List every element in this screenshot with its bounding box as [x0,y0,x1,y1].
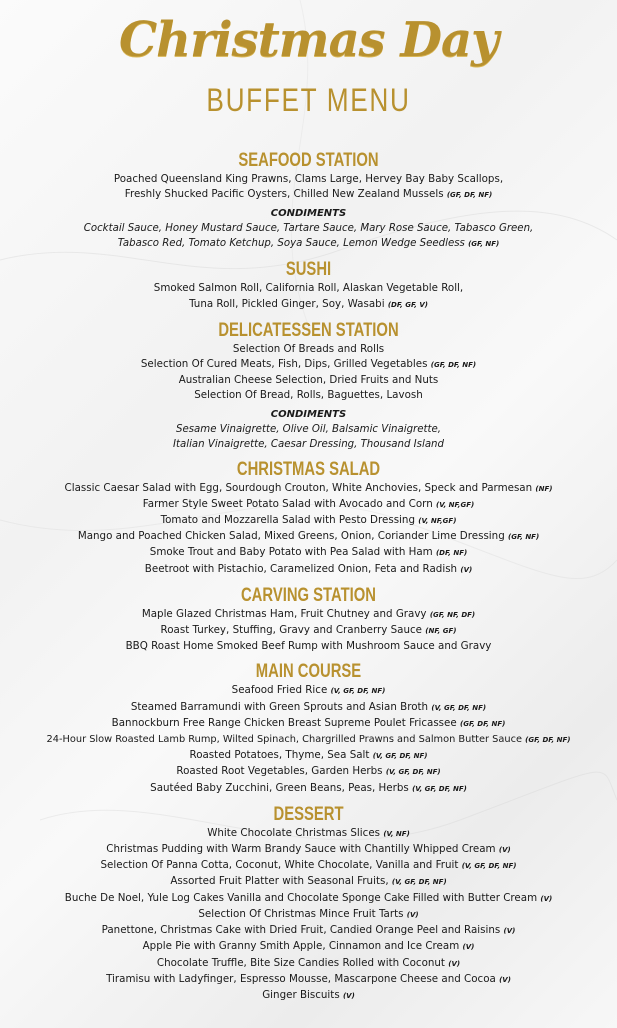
section-dessert [0,804,617,1004]
menu-line: Bannockburn Free Range Chicken Breast Supreme Poulet Fricassee (GF, DF, NF) [111,716,506,729]
diet-tag: (V, GF, DF, NF) [431,703,487,712]
menu-line: Assorted Fruit Platter with Seasonal Fruits, (V, GF, DF, NF) [170,875,447,888]
diet-tag: (GF, DF, NF) [446,191,493,200]
menu-line: Beetroot with Pistachio, Caramelized Onion, Feta and Radish (V) [144,562,473,575]
menu-line: Maple Glazed Christmas Ham, Fruit Chutney and Gravy (GF, NF, DF) [141,607,476,620]
diet-tag: (V, GF, DF, NF) [461,862,517,871]
diet-tag: (DF, NF) [435,549,468,558]
menu-line: Ginger Biscuits (V) [262,988,355,1001]
menu-line: Seafood Fried Rice (V, GF, DF, NF) [231,684,386,697]
diet-tag: (V) [448,959,461,968]
menu-line: Tiramisu with Ladyfinger, Espresso Mousse, Mascarpone Cheese and Cocoa (V) [106,972,511,985]
diet-tag: (V, NF,GF) [418,517,457,526]
menu-line: Poached Queensland King Prawns, Clams Large, Hervey Bay Baby Scallops, [113,173,504,185]
diet-tag: (V, NF,GF) [436,500,475,509]
menu-line: Farmer Style Sweet Potato Salad with Avocado and Corn (V, NF,GF) [142,497,475,510]
menu-line: Mango and Poached Chicken Salad, Mixed Greens, Onion, Coriander Lime Dressing (GF, NF) [77,530,540,543]
diet-tag: (V) [406,910,419,919]
condiments-label: CONDIMENTS [270,208,347,220]
section-heading: SEAFOOD STATION [238,150,379,171]
diet-tag: (V) [499,975,511,984]
menu-line: Selection Of Panna Cotta, Coconut, White Chocolate, Vanilla and Fruit (V, GF, DF, NF) [100,859,517,872]
section-sushi [0,259,617,312]
diet-tag: (V) [540,894,553,903]
section-heading: DELICATESSEN STATION [218,319,399,341]
diet-tag: (NF, GF) [425,627,457,636]
menu-line: Australian Cheese Selection, Dried Fruits and Nuts [178,374,439,387]
diet-tag: (GF, NF, DF) [429,610,476,619]
section-christmas-salad [0,459,617,578]
section-seafood [0,150,617,252]
menu-line: Smoke Trout and Baby Potato with Pea Salad with Ham (DF, NF) [149,546,468,559]
menu-line: Selection Of Bread, Rolls, Baguettes, Lavosh [194,389,423,402]
diet-tag: (GF, DF, NF) [525,736,571,745]
section-main-course [0,661,617,796]
diet-tag: (GF, DF, NF) [430,361,477,370]
menu-line: Selection Of Breads and Rolls [232,342,385,355]
menu-line: Sautéed Baby Zucchini, Green Beans, Peas, Herbs (V, GF, DF, NF) [150,781,467,794]
diet-tag: (NF) [535,484,553,493]
menu-line: Selection Of Cured Meats, Fish, Dips, Grilled Vegetables (GF, DF, NF) [140,358,477,371]
menu-line: Steamed Barramundi with Green Sprouts and Asian Broth (V, GF, DF, NF) [130,700,487,713]
menu-line: Smoked Salmon Roll, California Roll, Alaskan Vegetable Roll, [153,282,464,295]
menu-line: Selection Of Christmas Mince Fruit Tarts (V) [198,907,419,920]
diet-tag: (DF, GF, V) [387,300,428,309]
menu-line: Tomato and Mozzarella Salad with Pesto Dressing (V, NF,GF) [160,514,457,527]
diet-tag: (V) [462,943,475,952]
condiment-line: Sesame Vinaigrette, Olive Oil, Balsamic Vinaigrette, [175,423,442,435]
menu-line: Roasted Root Vegetables, Garden Herbs (V, GF, DF, NF) [176,765,441,778]
menu-line: Panettone, Christmas Cake with Dried Fruit, Candied Orange Peel and Raisins (V) [101,924,516,937]
diet-tag: (V, GF, DF, NF) [372,752,428,761]
diet-tag: (GF, DF, NF) [460,719,506,728]
diet-tag: (V, GF, DF, NF) [330,687,386,696]
diet-tag: (V, GF, DF, NF) [412,784,467,793]
section-carving [0,585,617,655]
menu-line: BBQ Roast Home Smoked Beef Rump with Mushroom Sauce and Gravy [125,640,492,653]
diet-tag: (V, GF, DF, NF) [385,768,441,777]
section-heading: MAIN COURSE [255,661,362,683]
menu-line: Roasted Potatoes, Thyme, Sea Salt (V, GF, DF, NF) [189,749,428,762]
section-heading: SUSHI [285,259,332,281]
section-heading: CHRISTMAS SALAD [236,458,381,480]
diet-tag: (V) [460,565,473,574]
condiments-label: CONDIMENTS [270,408,347,420]
menu-line: Apple Pie with Granny Smith Apple, Cinnamon and Ice Cream (V) [142,940,475,953]
diet-tag: (GF, NF) [508,533,540,542]
menu-line: Classic Caesar Salad with Egg, Sourdough Crouton, White Anchovies, Speck and Parmesan (NF) [64,481,553,494]
menu-line: Buche De Noel, Yule Log Cakes Vanilla and Chocolate Sponge Cake Filled with Butter Cream (V) [64,891,553,904]
menu-line: Roast Turkey, Stuffing, Gravy and Cranberry Sauce (NF, GF) [160,624,457,637]
menu-line: Freshly Shucked Pacific Oysters, Chilled New Zealand Mussels (GF, DF, NF) [124,188,493,201]
menu-line: Christmas Pudding with Warm Brandy Sauce with Chantilly Whipped Cream (V) [106,843,511,856]
menu-line: White Chocolate Christmas Slices (V, NF) [207,826,410,839]
condiment-line: Tabasco Red, Tomato Ketchup, Soya Sauce, Lemon Wedge Seedless (GF, NF) [117,238,500,250]
diet-tag: (V, GF, DF, NF) [391,878,447,887]
section-heading: CARVING STATION [240,584,377,606]
diet-tag: (V, NF) [383,829,410,838]
diet-tag: (V) [342,991,355,1000]
menu-line: Chocolate Truffle, Bite Size Candies Rolled with Coconut (V) [156,956,461,969]
diet-tag: (V) [498,846,511,855]
section-heading: DESSERT [273,803,344,825]
title-script: Christmas Day [118,12,499,68]
diet-tag: (GF, NF) [468,240,500,249]
menu-line: Tuna Roll, Pickled Ginger, Soy, Wasabi (DF, GF, V) [189,297,428,310]
section-delicatessen [0,320,617,452]
menu-line: 24-Hour Slow Roasted Lamb Rump, Wilted Spinach, Chargrilled Prawns and Salmon Butter Sauce (GF, DF, NF) [46,734,571,746]
menu-content [0,150,617,1004]
diet-tag: (V) [503,927,516,936]
title-subtitle: BUFFET MENU [206,82,411,118]
condiment-line: Cocktail Sauce, Honey Mustard Sauce, Tartare Sauce, Mary Rose Sauce, Tabasco Green, [83,223,534,235]
condiment-line: Italian Vinaigrette, Caesar Dressing, Thousand Island [173,438,444,450]
